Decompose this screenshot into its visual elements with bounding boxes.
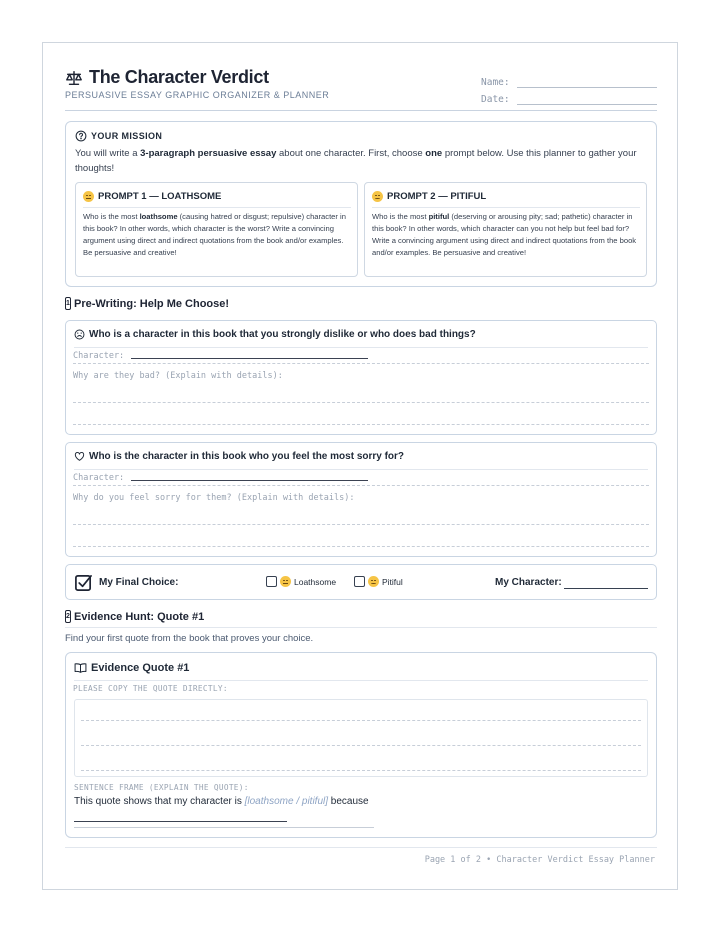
sentence-frame-label: SENTENCE FRAME (EXPLAIN THE QUOTE): bbox=[74, 783, 249, 792]
prompt-body-1: Who is the most bbox=[83, 212, 140, 221]
character-answer-line[interactable] bbox=[131, 480, 368, 481]
prompt-body bbox=[372, 211, 640, 259]
worksheet-page bbox=[42, 42, 678, 890]
sentence-placeholder: [loathsome / pitiful] bbox=[244, 796, 328, 807]
writing-line bbox=[73, 363, 649, 364]
footer-divider bbox=[65, 847, 657, 848]
writing-line[interactable] bbox=[73, 546, 649, 547]
section-heading-text: Evidence Hunt: Quote #1 bbox=[74, 610, 205, 623]
sad-face-icon bbox=[368, 576, 379, 587]
section-heading-text: Pre-Writing: Help Me Choose! bbox=[74, 297, 230, 310]
name-date-fields bbox=[481, 71, 657, 105]
sentence-end: because bbox=[328, 796, 369, 807]
question-text: Who is a character in this book that you strongly dislike or who does bad things? bbox=[89, 329, 476, 340]
option-pitiful-label: Pitiful bbox=[382, 576, 403, 587]
prompt-title bbox=[83, 191, 351, 208]
page-header bbox=[65, 67, 657, 111]
evidence-box-title-text: Evidence Quote #1 bbox=[91, 662, 190, 674]
date-label: Date: bbox=[481, 94, 510, 105]
section-heading-evidence bbox=[65, 610, 204, 623]
question-divider bbox=[74, 347, 648, 348]
question-box-sorry bbox=[65, 442, 657, 557]
checkbox-checked-icon bbox=[74, 573, 93, 592]
option-loathsome-label: Loathsome bbox=[294, 576, 337, 587]
mission-text bbox=[75, 146, 647, 176]
option-loathsome[interactable] bbox=[266, 576, 336, 587]
mission-text-2: about one character. First, choose bbox=[276, 148, 426, 159]
name-field[interactable] bbox=[481, 71, 657, 88]
writing-line bbox=[81, 745, 641, 746]
mission-heading-text: YOUR MISSION bbox=[91, 131, 163, 141]
prompt-body bbox=[83, 211, 351, 259]
quote-input-area[interactable] bbox=[74, 699, 648, 777]
name-line[interactable] bbox=[517, 78, 657, 88]
prompt-title bbox=[372, 191, 640, 208]
page-subtitle: PERSUASIVE ESSAY GRAPHIC ORGANIZER & PLANNER bbox=[65, 90, 330, 100]
prompt-body-2: (causing hatred or disgust; repulsive) character in this book? In other words, which character is the worst? Write a convincing argument using direct and indirect quotations from the book and/or examples. Be persuasive and creative! bbox=[83, 212, 346, 257]
evidence-quote-box bbox=[65, 652, 657, 838]
question-heading bbox=[74, 329, 476, 340]
date-field[interactable] bbox=[481, 88, 657, 105]
title-text: The Character Verdict bbox=[89, 67, 269, 87]
question-divider bbox=[74, 469, 648, 470]
sentence-frame bbox=[74, 796, 369, 807]
explain-label: Why do you feel sorry for them? (Explain with details): bbox=[73, 493, 355, 503]
frown-face-icon bbox=[74, 329, 85, 340]
character-label: Character: bbox=[73, 473, 125, 483]
writing-line bbox=[81, 770, 641, 771]
evidence-box-title bbox=[74, 662, 189, 674]
prompt-body-2: (deserving or arousing pity; sad; pathetic) character in this book? In other words, which character can you not help but feel bad for? Write a convincing argument using direct and indirect quotations from the book and/or examples. Be persuasive and creative! bbox=[372, 212, 637, 257]
final-choice-bar bbox=[65, 564, 657, 600]
prompt-title-text: PROMPT 1 — LOATHSOME bbox=[98, 191, 222, 202]
angry-face-icon bbox=[280, 576, 291, 587]
writing-line bbox=[73, 485, 649, 486]
name-label: Name: bbox=[481, 77, 510, 88]
header-divider bbox=[65, 110, 657, 111]
question-text: Who is the character in this book who you feel the most sorry for? bbox=[89, 451, 405, 462]
section-number: 2 bbox=[65, 610, 71, 623]
character-label: Character: bbox=[73, 351, 125, 361]
scale-icon bbox=[65, 69, 83, 87]
sentence-answer-line[interactable] bbox=[74, 821, 287, 822]
evidence-intro: Find your first quote from the book that proves your choice. bbox=[65, 633, 314, 644]
loathsome-checkbox[interactable] bbox=[266, 576, 277, 587]
writing-line[interactable] bbox=[73, 524, 649, 525]
final-choice-label: My Final Choice: bbox=[99, 577, 179, 588]
my-character-line[interactable] bbox=[564, 588, 648, 589]
character-answer-line[interactable] bbox=[131, 358, 368, 359]
prompt-title-text: PROMPT 2 — PITIFUL bbox=[387, 191, 487, 202]
open-book-icon bbox=[74, 662, 87, 674]
prompt-body-1: Who is the most bbox=[372, 212, 429, 221]
my-character-label: My Character: bbox=[495, 577, 562, 588]
question-box-dislike bbox=[65, 320, 657, 435]
copy-quote-label: PLEASE COPY THE QUOTE DIRECTLY: bbox=[73, 684, 228, 693]
mission-text-bold-2: one bbox=[425, 148, 443, 159]
box-divider bbox=[74, 680, 648, 681]
section-heading-prewriting bbox=[65, 297, 229, 310]
question-circle-icon bbox=[75, 130, 87, 142]
writing-line[interactable] bbox=[73, 402, 649, 403]
page-title bbox=[65, 67, 269, 88]
sentence-start: This quote shows that my character is bbox=[74, 796, 245, 807]
prompt-body-bold: pitiful bbox=[428, 212, 450, 221]
option-pitiful[interactable] bbox=[354, 576, 403, 587]
mission-text-1: You will write a bbox=[75, 148, 141, 159]
date-line[interactable] bbox=[517, 95, 657, 105]
section-divider bbox=[65, 627, 657, 628]
angry-face-icon bbox=[83, 191, 94, 202]
section-number: 1 bbox=[65, 297, 71, 310]
prompt-card-loathsome bbox=[75, 182, 358, 277]
question-heading bbox=[74, 451, 404, 462]
mission-box bbox=[65, 121, 657, 287]
sentence-answer-line[interactable] bbox=[74, 827, 374, 828]
writing-line bbox=[81, 720, 641, 721]
prompt-body-bold: loathsome bbox=[139, 212, 178, 221]
mission-text-3: prompt below. Use this planner to gather your thoughts! bbox=[75, 148, 637, 174]
mission-text-bold-1: 3-paragraph persuasive essay bbox=[140, 148, 277, 159]
page-footer: Page 1 of 2 • Character Verdict Essay Planner bbox=[424, 855, 655, 865]
mission-heading bbox=[75, 130, 162, 142]
heart-icon bbox=[74, 451, 85, 462]
pitiful-checkbox[interactable] bbox=[354, 576, 365, 587]
writing-line[interactable] bbox=[73, 424, 649, 425]
explain-label: Why are they bad? (Explain with details): bbox=[73, 371, 283, 381]
sad-face-icon bbox=[372, 191, 383, 202]
prompt-card-pitiful bbox=[364, 182, 647, 277]
